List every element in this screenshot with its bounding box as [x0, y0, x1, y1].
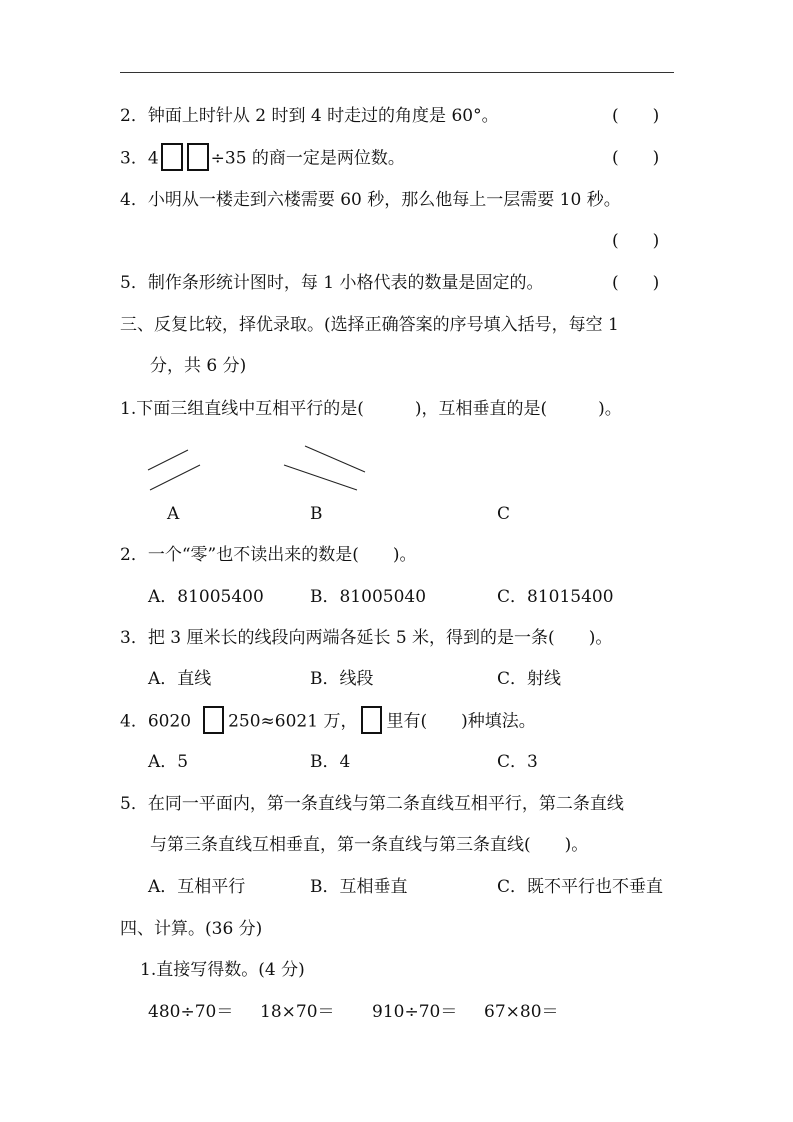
q4-part1: 4．6020: [120, 711, 192, 732]
option-b[interactable]: B．81005040: [310, 587, 427, 607]
option-c[interactable]: C．3: [497, 752, 538, 772]
line-pairs-figure: [140, 440, 380, 500]
option-c[interactable]: C．81015400: [497, 587, 614, 607]
section3-heading: 三、反复比较，择优录取。(选择正确答案的序号填入括号，每空 1: [120, 315, 619, 335]
digit-box[interactable]: [361, 706, 382, 734]
digit-box[interactable]: [187, 143, 209, 171]
section4-heading: 四、计算。(36 分): [120, 919, 263, 939]
q4-part2: 250≈6021 万，: [228, 711, 358, 732]
mc-question-1: 1.下面三组直线中互相平行的是( )，互相垂直的是( )。: [120, 399, 622, 419]
option-b[interactable]: B．互相垂直: [310, 877, 408, 897]
section4-sub1: 1.直接写得数。(4 分): [140, 960, 305, 980]
mc-question-3: 3．把 3 厘米长的线段向两端各延长 5 米，得到的是一条( )。: [120, 628, 613, 648]
mc-question-5: 5．在同一平面内，第一条直线与第二条直线互相平行，第二条直线: [120, 794, 624, 814]
digit-box[interactable]: [161, 143, 183, 171]
option-a[interactable]: A．81005400: [148, 587, 264, 607]
answer-paren-3[interactable]: ( ): [612, 148, 660, 168]
q4-part3: 里有( )种填法。: [386, 711, 536, 732]
option-a[interactable]: A．互相平行: [148, 877, 246, 897]
tf-question-5: 5．制作条形统计图时，每 1 小格代表的数量是固定的。: [120, 273, 544, 293]
digit-box[interactable]: [203, 706, 224, 734]
mc-question-2: 2．一个“零”也不读出来的数是( )。: [120, 545, 417, 565]
figure-label-a: A: [167, 504, 180, 524]
tf-question-3: [120, 147, 405, 171]
answer-paren-4[interactable]: ( ): [612, 231, 660, 251]
answer-paren-2[interactable]: ( ): [612, 106, 660, 126]
option-c[interactable]: C．射线: [497, 669, 562, 689]
option-a[interactable]: A．直线: [148, 669, 212, 689]
header-rule: [120, 72, 674, 73]
q3-prefix: 3．4: [120, 148, 159, 169]
tf-question-2: 2．钟面上时针从 2 时到 4 时走过的角度是 60°。: [120, 106, 499, 126]
mc-question-5-cont: 与第三条直线互相垂直，第一条直线与第三条直线( )。: [150, 835, 589, 855]
line-pair-b: [284, 446, 365, 490]
option-a[interactable]: A．5: [148, 752, 189, 772]
figure-label-c: C: [497, 504, 511, 524]
tf-question-4: 4．小明从一楼走到六楼需要 60 秒，那么他每上一层需要 10 秒。: [120, 190, 621, 210]
calc-2: 18×70＝: [260, 1002, 335, 1022]
calc-4: 67×80＝: [484, 1002, 559, 1022]
figure-label-b: B: [310, 504, 323, 524]
option-b[interactable]: B．4: [310, 752, 351, 772]
q3-suffix: ÷35 的商一定是两位数。: [210, 148, 405, 169]
option-c[interactable]: C．既不平行也不垂直: [497, 877, 664, 897]
section3-heading-cont: 分，共 6 分): [150, 356, 247, 376]
line-pair-a: [148, 450, 200, 490]
calc-1: 480÷70＝: [148, 1002, 234, 1022]
mc-question-4: [120, 710, 536, 734]
option-b[interactable]: B．线段: [310, 669, 374, 689]
calc-3: 910÷70＝: [372, 1002, 458, 1022]
answer-paren-5[interactable]: ( ): [612, 273, 660, 293]
